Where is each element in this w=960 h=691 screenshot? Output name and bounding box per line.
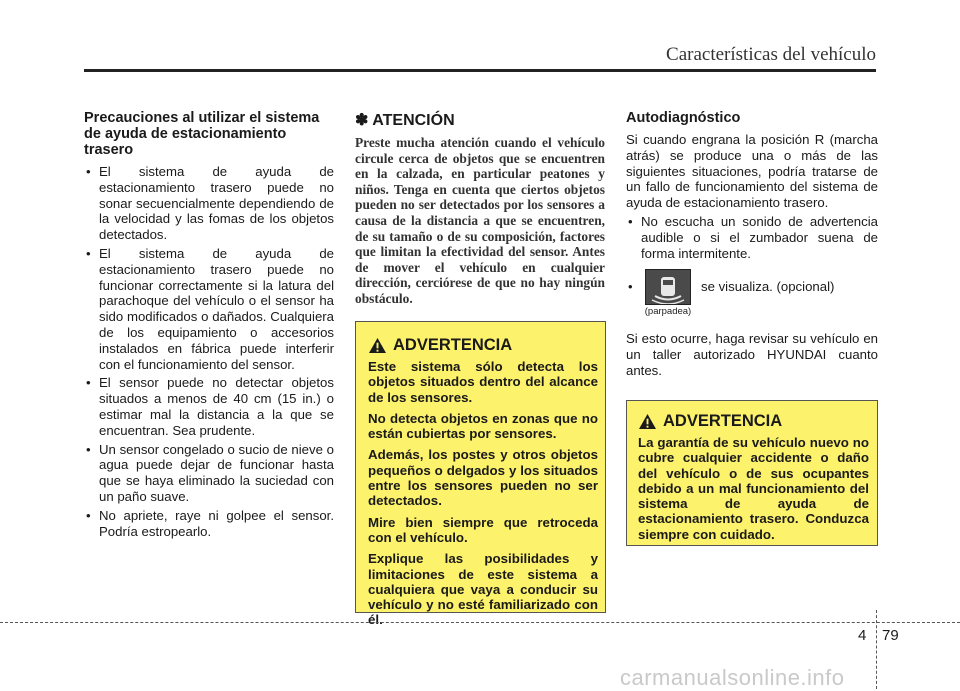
footer-divider xyxy=(0,622,960,623)
self-diagnosis-outro: Si esto ocurre, haga revisar su vehículo en un taller autorizado HYUNDAI cuanto antes. xyxy=(626,331,878,378)
page-header-title: Características del vehículo xyxy=(666,44,876,65)
list-item: • No escucha un sonido de advertencia audible o si el zumbador suena de forma intermitente. xyxy=(626,214,878,261)
list-item: • No apriete, raye ni golpee el sensor. Podría estropearlo. xyxy=(84,508,334,540)
list-item: • El sistema de ayuda de estacionamiento trasero puede no funcionar correctamente si la latura del parachoque del vehículo o el sensor ha sido modificados o dañados. Cualquiera de los equipamiento o accesorios instalados en fábrica puede interferir con el funcionamiento del sensor. xyxy=(84,246,334,372)
warning-paragraph: Este sistema sólo detecta los objetos situados dentro del alcance de los sensores. xyxy=(368,359,598,405)
parking-indicator xyxy=(643,269,693,317)
self-diagnosis-list xyxy=(626,214,878,261)
warning-paragraph: Explique las posibilidades y limitaciones de este sistema a cualquiera que vaya a conducir su vehículo y no esté familiarizado con él. xyxy=(368,551,598,628)
warning-header xyxy=(638,412,869,431)
self-diagnosis-intro: Si cuando engrana la posición R (marcha atrás) se produce una o más de las siguientes situaciones, podría tratarse de un fallo de funcionamiento del sistema de ayuda de estacionamiento trasero. xyxy=(626,132,878,211)
indicator-row xyxy=(626,269,878,317)
parking-indicator-caption: (parpadea) xyxy=(644,306,692,318)
warning-paragraph: Además, los postes y otros objetos pequeños o delgados y los situados entre los sensores pueden no ser detectados. xyxy=(368,447,598,509)
warning-box-sensor-range xyxy=(355,321,606,628)
warning-paragraph: No detecta objetos en zonas que no están cubiertas por sensores. xyxy=(368,410,598,442)
warning-paragraph: La garantía de su vehículo nuevo no cubre cualquier accidente o daño del vehículo o de sus ocupantes debido a un mal funcionamiento del sistema de ayuda de estacionamiento trasero. Conduzca siempre con cuidado. xyxy=(638,435,869,542)
warning-title: ADVERTENCIA xyxy=(393,336,513,354)
attention-title: ✽ ATENCIÓN xyxy=(355,112,455,129)
section-number: 4 xyxy=(858,627,867,644)
column-precautions xyxy=(84,110,334,542)
precautions-list xyxy=(84,164,334,539)
list-item: • El sensor puede no detectar objetos situados a menos de 40 cm (15 in.) o estimar mal la distancia a la que se encuentran. Sea prudente. xyxy=(84,375,334,438)
list-item: • Un sensor congelado o sucio de nieve o agua puede dejar de funcionar hasta que se haya eliminado la suciedad con un paño suave. xyxy=(84,442,334,505)
watermark: carmanualsonline.info xyxy=(620,665,845,690)
warning-title: ADVERTENCIA xyxy=(663,412,783,430)
warning-header xyxy=(368,336,598,355)
column-self-diagnosis xyxy=(626,110,878,379)
warning-box-warranty xyxy=(626,400,878,546)
warning-triangle-icon xyxy=(368,337,387,354)
parking-sensor-icon xyxy=(645,269,691,305)
list-item: • El sistema de ayuda de estacionamiento trasero puede no sonar secuencialmente dependiendo de la velocidad y las fomas de los objetos detectados. xyxy=(84,164,334,243)
page-number: 79 xyxy=(882,627,899,644)
section-heading-precautions: Precauciones al utilizar el sistema de ayuda de estacionamiento trasero xyxy=(84,110,320,158)
warning-triangle-icon xyxy=(638,413,657,430)
attention-body: Preste mucha atención cuando el vehículo circule cerca de objetos que se encuentren en la calzada, en particular peatones y niños. Tenga en cuenta que ciertos objetos pueden no ser detectados por los sensores a causa de la distancia a que se encuentren, de su tamaño o de su composición, factores que limitan la efectividad del sensor. Antes de mover el vehículo en cualquier dirección, cerciórese de que no hay ningún obstáculo. xyxy=(355,135,605,306)
header-rule xyxy=(84,69,876,72)
bullet-dot: • xyxy=(628,279,633,295)
warning-paragraph: Mire bien siempre que retroceda con el vehículo. xyxy=(368,514,598,545)
column-attention xyxy=(355,110,605,307)
section-heading-self-diagnosis: Autodiagnóstico xyxy=(626,110,741,126)
footer-vertical-divider xyxy=(876,610,877,689)
indicator-description: se visualiza. (opcional) xyxy=(701,279,835,295)
